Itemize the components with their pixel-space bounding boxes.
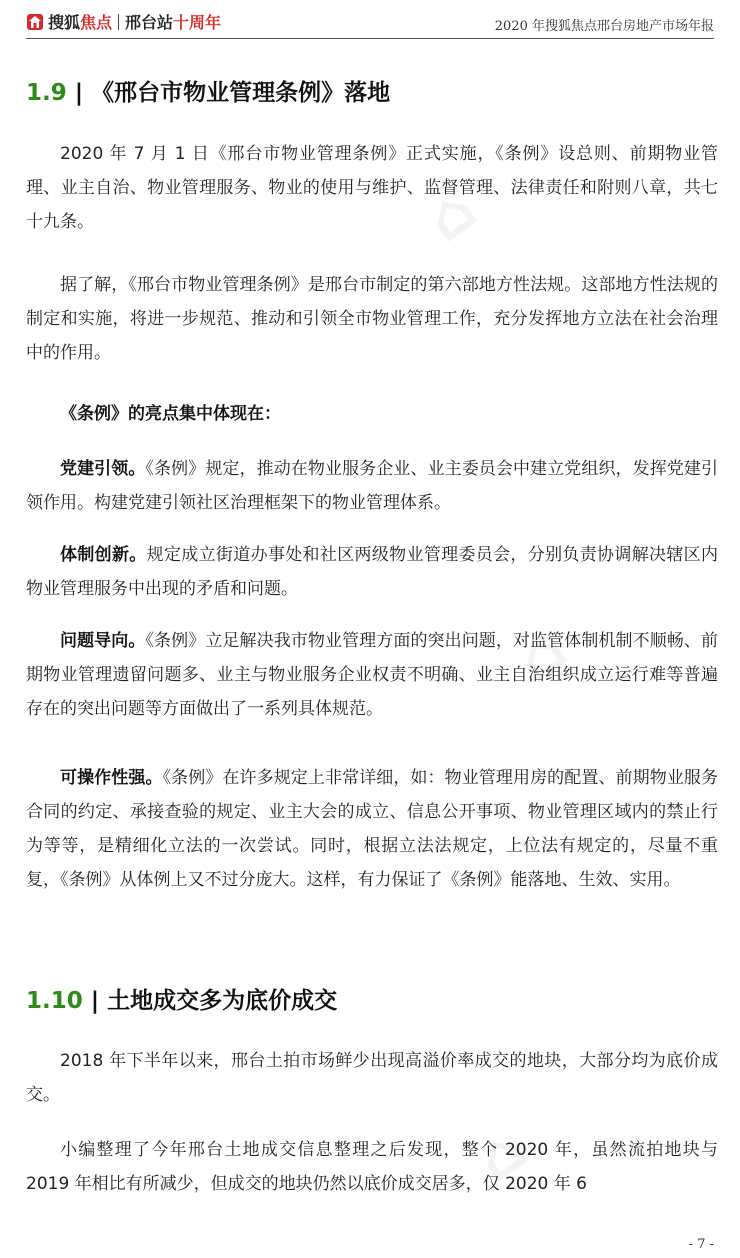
section-title: 《邢台市物业管理条例》落地 <box>91 80 391 106</box>
watermark: ⌂ <box>463 1114 540 1196</box>
report-title: 2020 年搜狐焦点邢台房地产市场年报 <box>494 19 714 34</box>
section-number: 1.9 <box>26 80 67 106</box>
highlight-intro: 《条例》的亮点集中体现在： <box>60 404 281 424</box>
highlight-lead: 问题导向。 <box>60 631 146 651</box>
sohu-logo-icon <box>26 13 44 31</box>
highlight-lead: 党建引领。 <box>60 459 146 479</box>
highlight-text: 规定成立街道办事处和社区两级物业管理委员会，分别负责协调解决辖区内物业管理服务中出现的矛盾和问题。 <box>26 545 719 599</box>
highlight-lead: 可操作性强。 <box>60 768 163 788</box>
logo-divider <box>118 14 119 30</box>
brand-logo <box>26 10 221 33</box>
highlight-item <box>26 452 718 520</box>
highlight-text: 《条例》立足解决我市物业管理方面的突出问题，对监管体制机制不顺畅、前期物业管理遗留问题多、业主与物业服务企业权责不明确、业主自治组织成立运行难等普遍存在的突出问题等方面做出了一系列具体规范。 <box>26 631 719 719</box>
highlight-item <box>26 761 718 897</box>
section-heading-1-10 <box>26 982 337 1015</box>
section-separator: | <box>66 80 92 106</box>
highlight-item <box>26 624 718 726</box>
paragraph: 2018 年下半年以来，邢台土拍市场鲜少出现高溢价率成交的地块，大部分均为底价成交。 <box>26 1051 718 1105</box>
watermark: ⌂ <box>503 614 580 696</box>
section-title: 土地成交多为底价成交 <box>107 988 338 1014</box>
highlight-lead: 体制创新。 <box>60 545 147 565</box>
paragraph: 小编整理了今年邢台土地成交信息整理之后发现，整个 2020 年，虽然流拍地块与 2019 年相比有所减少，但成交的地块仍然以底价成交居多，仅 2020 年 6 <box>26 1140 718 1194</box>
brand-name: 搜狐焦点 <box>48 13 113 32</box>
section-separator: | <box>82 988 108 1014</box>
paragraph: 2020 年 7 月 1 日《邢台市物业管理条例》正式实施，《条例》设总则、前期物业管理、业主自治、物业管理服务、物业的使用与维护、监督管理、法律责任和附则八章，共七十九条。 <box>26 144 718 232</box>
page-number: - 7 - <box>688 1237 714 1252</box>
section-number: 1.10 <box>26 988 83 1014</box>
highlight-text: 《条例》在许多规定上非常详细，如：物业管理用房的配置、前期物业服务合同的约定、承接查验的规定、业主大会的成立、信息公开事项、物业管理区域内的禁止行为等等，是精细化立法的一次尝试。同时，根据立法法规定，上位法有规定的，尽量不重复，《条例》从体例上又不过分庞大。这样，有力保证了《条例》能落地、生效、实用。 <box>26 768 719 890</box>
page-header <box>26 0 714 39</box>
watermark: ⌂ <box>413 174 490 256</box>
highlight-text: 《条例》规定，推动在物业服务企业、业主委员会中建立党组织，发挥党建引领作用。构建党建引领社区治理框架下的物业管理体系。 <box>26 459 719 513</box>
station-name: 邢台站十周年 <box>125 13 222 32</box>
section-heading-1-9 <box>26 74 390 107</box>
highlight-item <box>26 538 718 606</box>
paragraph: 据了解，《邢台市物业管理条例》是邢台市制定的第六部地方性法规。这部地方性法规的制定和实施，将进一步规范、推动和引领全市物业管理工作，充分发挥地方立法在社会治理中的作用。 <box>26 275 718 363</box>
